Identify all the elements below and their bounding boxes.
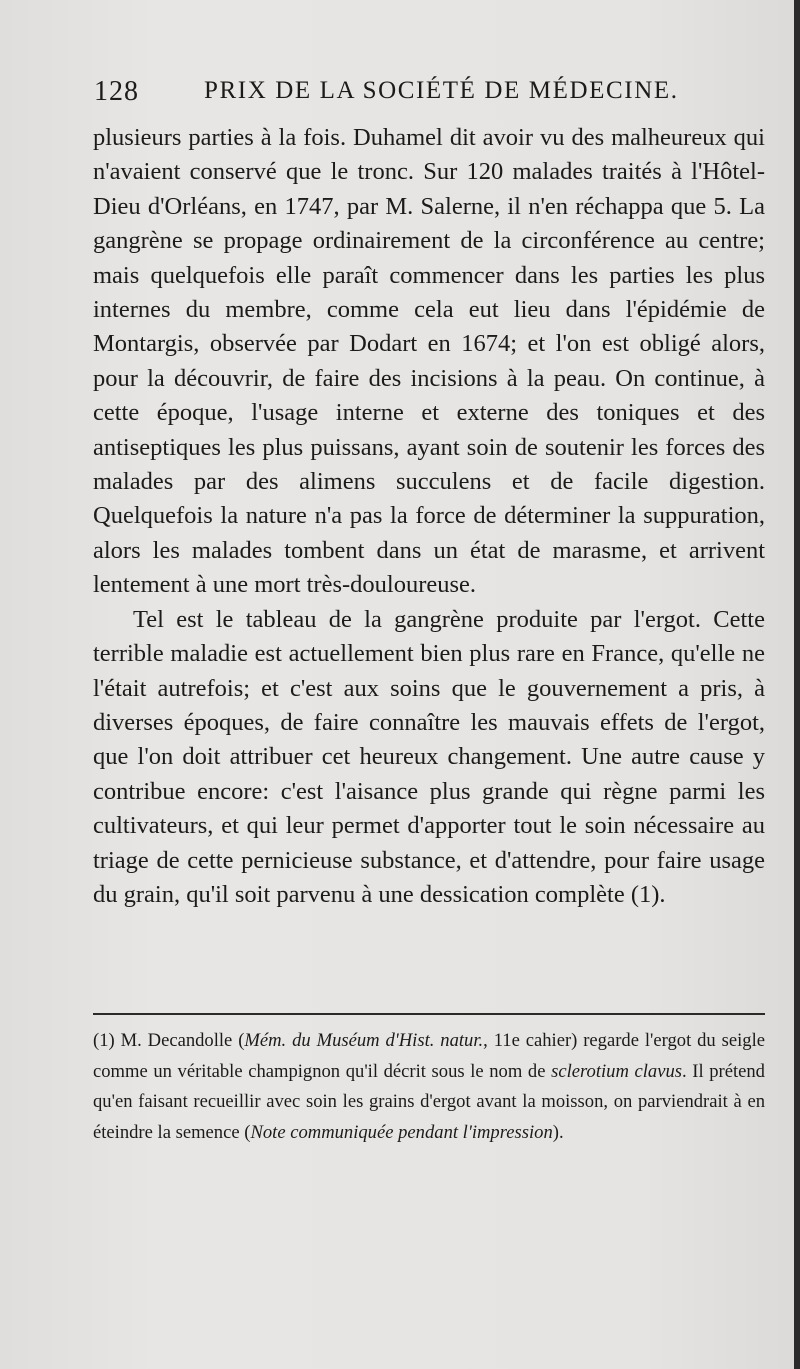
- footnote-source: Mém. du Muséum d'Hist. natur.: [244, 1030, 484, 1051]
- footnote-source-tail: , 11e cahier) regarde l'ergot du seigle comme un véritable champignon qu'il décrit sous le nom de: [93, 1030, 765, 1082]
- footnote-closing: ).: [552, 1121, 564, 1143]
- footnote-species: sclerotium clavus: [551, 1060, 682, 1082]
- footnote-text-2: . Il prétend qu'en faisant recueillir avec soin les grains d'ergot avant la moisson, on parviendrait à en éteindre la semence (: [93, 1060, 765, 1143]
- page-number: 128: [94, 76, 139, 107]
- footnote-marker: (1) M. Decandolle (: [93, 1030, 245, 1051]
- footnote-note: Note communiquée pendant l'impression: [250, 1121, 553, 1143]
- running-head: [94, 76, 734, 116]
- running-head-title: PRIX DE LA SOCIÉTÉ DE MÉDECINE.: [204, 77, 679, 104]
- paragraph-1: plusieurs parties à la fois. Duhamel dit avoir vu des malheureux qui n'avaient conservé que le tronc. Sur 120 malades traités à l'Hôtel-Dieu d'Orléans, en 1747, par M. Salerne, il n'en réchappa que 5. La gangrène se propage ordinairement de la circonférence au centre; mais quelquefois elle paraît commencer dans les parties les plus internes du membre, comme cela eut lieu dans l'épidémie de Montargis, observée par Dodart en 1674; et l'on est obligé alors, pour la découvrir, de faire des incisions à la peau. On continue, à cette époque, l'usage interne et externe des toniques et des antiseptiques les plus puissans, ayant soin de soutenir les forces des malades par des alimens succulens et de facile digestion. Quelquefois la nature n'a pas la force de déterminer la suppuration, alors les malades tombent dans un état de marasme, et arrivent lentement à une mort très-douloureuse.: [93, 124, 765, 599]
- paragraph-2: Tel est le tableau de la gangrène produite par l'ergot. Cette terrible maladie est actuellement bien plus rare en France, qu'elle ne l'était autrefois; et c'est aux soins que le gouvernement a pris, à diverses époques, de faire connaître les mauvais effets de l'ergot, que l'on doit attribuer cet heureux changement. Une autre cause y contribue encore: c'est l'aisance plus grande qui règne parmi les cultivateurs, et qui leur permet d'apporter tout le soin nécessaire au triage de cette pernicieuse substance, et d'attendre, pour faire usage du grain, qu'il soit parvenu à une dessication complète (1).: [93, 605, 765, 908]
- footnote: [93, 1026, 765, 1148]
- footnote-text: [93, 1026, 765, 1148]
- body-text: [93, 121, 765, 912]
- binding-edge: [794, 0, 800, 1369]
- footnote-rule: [93, 1013, 765, 1015]
